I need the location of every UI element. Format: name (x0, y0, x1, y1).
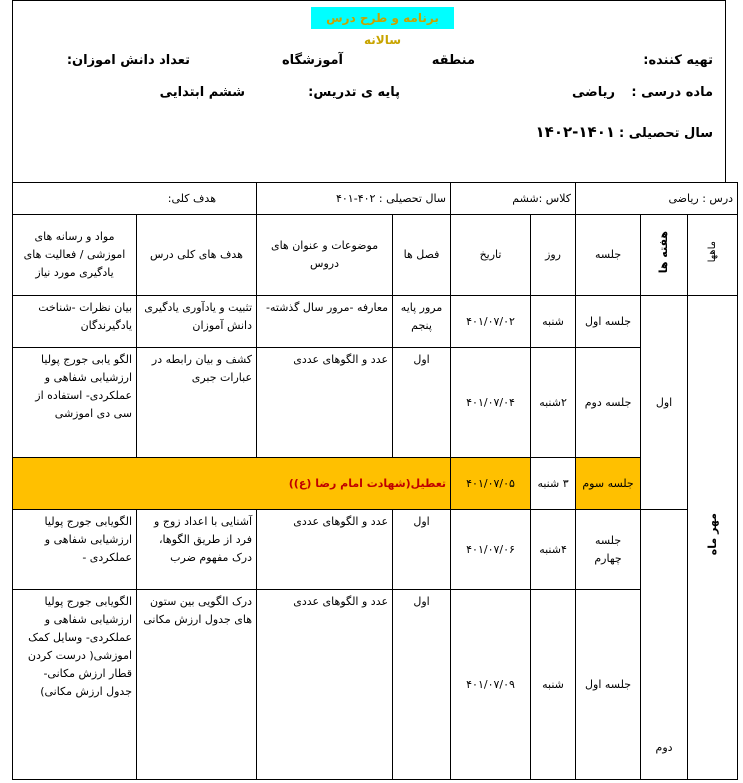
session-cell: جلسه سوم (576, 458, 641, 510)
goals-header: هدف های کلی درس (137, 215, 257, 296)
lesson-plan-table (12, 182, 738, 780)
school-label: آموزشگاه (281, 53, 343, 68)
subject-label: ماده درسی : (631, 85, 713, 100)
material-cell: بیان نظرات -شناخت یادگیرندگان (13, 296, 137, 348)
topic-cell: معارفه -مرور سال گذشته- (257, 296, 393, 348)
column-header-row (13, 215, 738, 296)
chapters-header: فصل ها (393, 215, 451, 296)
material-cell: الگویابی جورج پولیا ارزشیابی شفاهی و عملکردی - (13, 510, 137, 590)
month-cell: مهر ماه (688, 296, 738, 780)
material-cell: الگو یابی جورج پولیا ارزشیابی شفاهی و عملکردی- استفاده از سی دی اموزشی (13, 348, 137, 458)
goal-cell: تثبیت و یادآوری یادگیری دانش آموزان (137, 296, 257, 348)
goal-cell: درک الگویی بین ستون های جدول ارزش مکانی (137, 590, 257, 780)
week-cell-second: دوم (641, 510, 688, 780)
week-header: هفته ها (641, 215, 688, 296)
table-row (13, 296, 738, 348)
date-cell: ۴۰۱/۰۷/۰۵ (451, 458, 531, 510)
table-row (13, 348, 738, 458)
session-cell: جلسه اول (576, 590, 641, 780)
day-cell: شنبه (531, 590, 576, 780)
chapter-cell: اول (393, 510, 451, 590)
table-row (13, 590, 738, 780)
course-cell: درس : ریاضی (576, 183, 738, 215)
goal-cell: آشنایی با اعداد زوج و فرد از طریق الگوها، درک مفهوم ضرب (137, 510, 257, 590)
class-cell: کلاس :ششم (451, 183, 576, 215)
materials-header: مواد و رسانه های اموزشی / فعالیت های یادگیری مورد نیاز (13, 215, 137, 296)
session-header: جلسه (576, 215, 641, 296)
day-cell: ۲شنبه (531, 348, 576, 458)
info-row (13, 183, 738, 215)
grade-value: ششم ابتدایی (159, 85, 245, 100)
year-value: ۱۴۰۲-۱۴۰۱ (535, 123, 615, 141)
holiday-row (13, 458, 738, 510)
header-box (12, 0, 726, 182)
subject-value: ریاضی (572, 85, 615, 100)
date-cell: ۴۰۱/۰۷/۰۴ (451, 348, 531, 458)
grade-label: پایه ی تدریس: (308, 85, 400, 100)
date-cell: ۴۰۱/۰۷/۰۶ (451, 510, 531, 590)
topic-cell: عدد و الگوهای عددی (257, 590, 393, 780)
topics-header: موضوعات و عنوان های دروس (257, 215, 393, 296)
day-cell: ۴شنبه (531, 510, 576, 590)
goal-cell: کشف و بیان رابطه در عبارات جبری (137, 348, 257, 458)
topic-cell: عدد و الگوهای عددی (257, 510, 393, 590)
topic-cell: عدد و الگوهای عددی (257, 348, 393, 458)
chapter-cell: مرور پایه پنجم (393, 296, 451, 348)
session-cell: جلسه دوم (576, 348, 641, 458)
chapter-cell: اول (393, 348, 451, 458)
goal-cell: هدف کلی: (13, 183, 257, 215)
week-cell-first: اول (641, 296, 688, 510)
year-cell: سال تحصیلی : ۴۰۲-۴۰۱ (257, 183, 451, 215)
day-cell: ۳ شنبه (531, 458, 576, 510)
day-header: روز (531, 215, 576, 296)
page-title: برنامه و طرح درس سالانه (311, 7, 454, 29)
material-cell: الگویابی جورج پولیا ارزشیابی شفاهی و عملکردی- وسایل کمک اموزشی( درست کردن قطار ارزش مکانی- جدول ارزش مکانی) (13, 590, 137, 780)
session-cell: جلسه اول (576, 296, 641, 348)
student-count-label: تعداد دانش اموزان: (66, 53, 190, 68)
month-header: ماهها (688, 215, 738, 296)
date-cell: ۴۰۱/۰۷/۰۲ (451, 296, 531, 348)
holiday-cell: تعطیل(شهادت امام رضا (ع)) (13, 458, 451, 510)
chapter-cell: اول (393, 590, 451, 780)
session-cell: جلسه چهارم (576, 510, 641, 590)
day-cell: شنبه (531, 296, 576, 348)
date-cell: ۴۰۱/۰۷/۰۹ (451, 590, 531, 780)
region-label: منطقه (431, 53, 475, 68)
year-label: سال تحصیلی : (618, 126, 713, 141)
table-row (13, 510, 738, 590)
preparer-label: تهیه کننده: (643, 53, 713, 68)
date-header: تاریخ (451, 215, 531, 296)
